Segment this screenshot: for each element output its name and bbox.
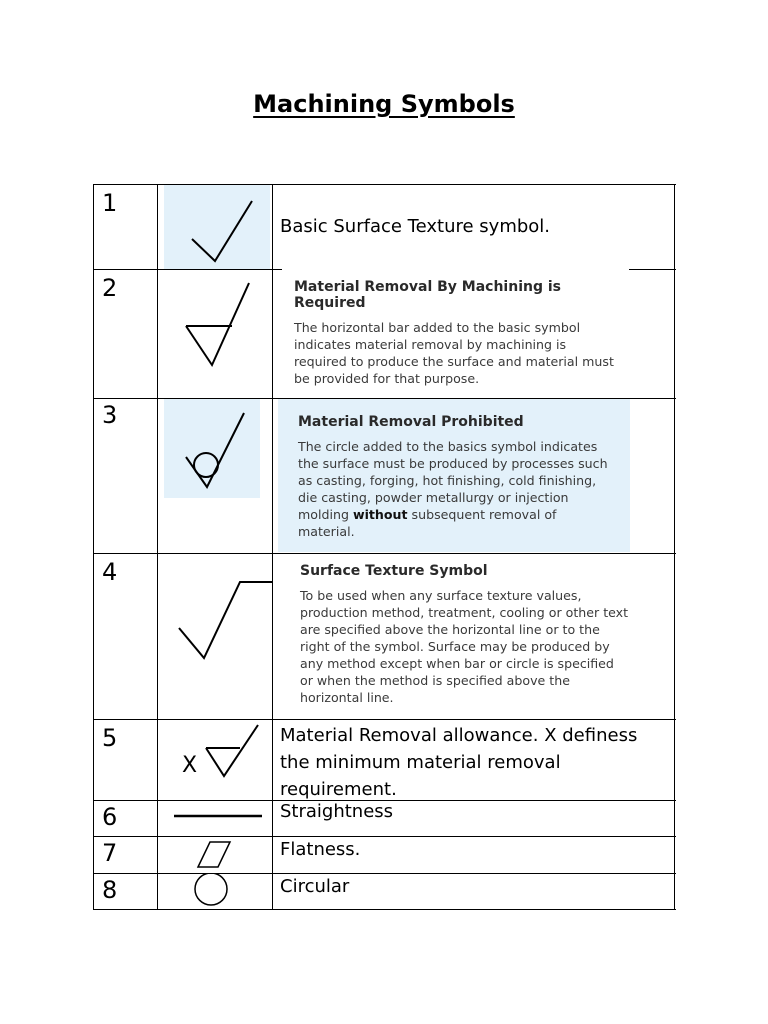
panel-body: The horizontal bar added to the basic symbol indicates material removal by machining is required to produce the surface and material must be provided for that purpose. <box>294 320 614 386</box>
table-row <box>94 554 676 720</box>
row-description: Circular <box>280 876 350 897</box>
table-row <box>94 801 676 837</box>
basic-surface-texture-icon <box>164 185 270 269</box>
material-removal-allowance-icon <box>164 720 270 800</box>
straightness-icon <box>164 801 270 835</box>
allowance-label: X <box>182 753 198 778</box>
flatness-icon <box>164 837 270 873</box>
table-row <box>94 399 676 554</box>
table-row <box>94 270 676 399</box>
table-row <box>94 185 676 270</box>
row-description: Material Removal allowance. X definess the minimum material removal requirement. <box>280 725 638 800</box>
row-number: 7 <box>102 839 118 867</box>
table-row <box>94 837 676 874</box>
row-number: 5 <box>102 724 118 752</box>
page-title: Machining Symbols <box>253 90 515 118</box>
table-row <box>94 720 676 801</box>
surface-texture-extended-icon <box>164 554 272 714</box>
row-number: 2 <box>102 274 118 302</box>
row-number: 4 <box>102 558 118 586</box>
panel-title: Material Removal Prohibited <box>298 414 524 430</box>
panel-body-text: subsequent removal of material. <box>298 507 557 539</box>
row-number: 3 <box>102 401 118 429</box>
row-number: 6 <box>102 803 118 831</box>
description-panel <box>278 399 630 552</box>
description-panel <box>282 269 629 395</box>
panel-title: Material Removal By Machining is Required <box>294 279 561 311</box>
table-row <box>94 874 676 910</box>
row-number: 8 <box>102 876 118 904</box>
table-right-border <box>674 184 675 909</box>
row-number: 1 <box>102 189 118 217</box>
description-panel <box>274 554 646 717</box>
material-removal-required-icon <box>164 270 270 398</box>
panel-body-text: The circle added to the basics symbol indicates the surface must be produced by processes such as casting, forging, hot finishing, cold finishing, die casting, powder metallurgy or injection molding <box>298 439 608 522</box>
panel-body <box>298 438 614 540</box>
panel-body-emphasis: without <box>352 507 408 522</box>
row-description: Basic Surface Texture symbol. <box>280 216 551 237</box>
panel-title: Surface Texture Symbol <box>300 563 488 579</box>
panel-body: To be used when any surface texture values, production method, treatment, cooling or other text are specified above the horizontal line or to the right of the symbol. Surface may be produced by any method except when bar or circle is specified or when the method is specified above the horizontal line. <box>300 588 629 705</box>
symbols-table <box>93 184 676 910</box>
row-description: Straightness <box>280 801 394 822</box>
material-removal-prohibited-icon <box>164 399 270 509</box>
row-description: Flatness. <box>280 839 361 860</box>
circularity-icon <box>164 874 270 909</box>
